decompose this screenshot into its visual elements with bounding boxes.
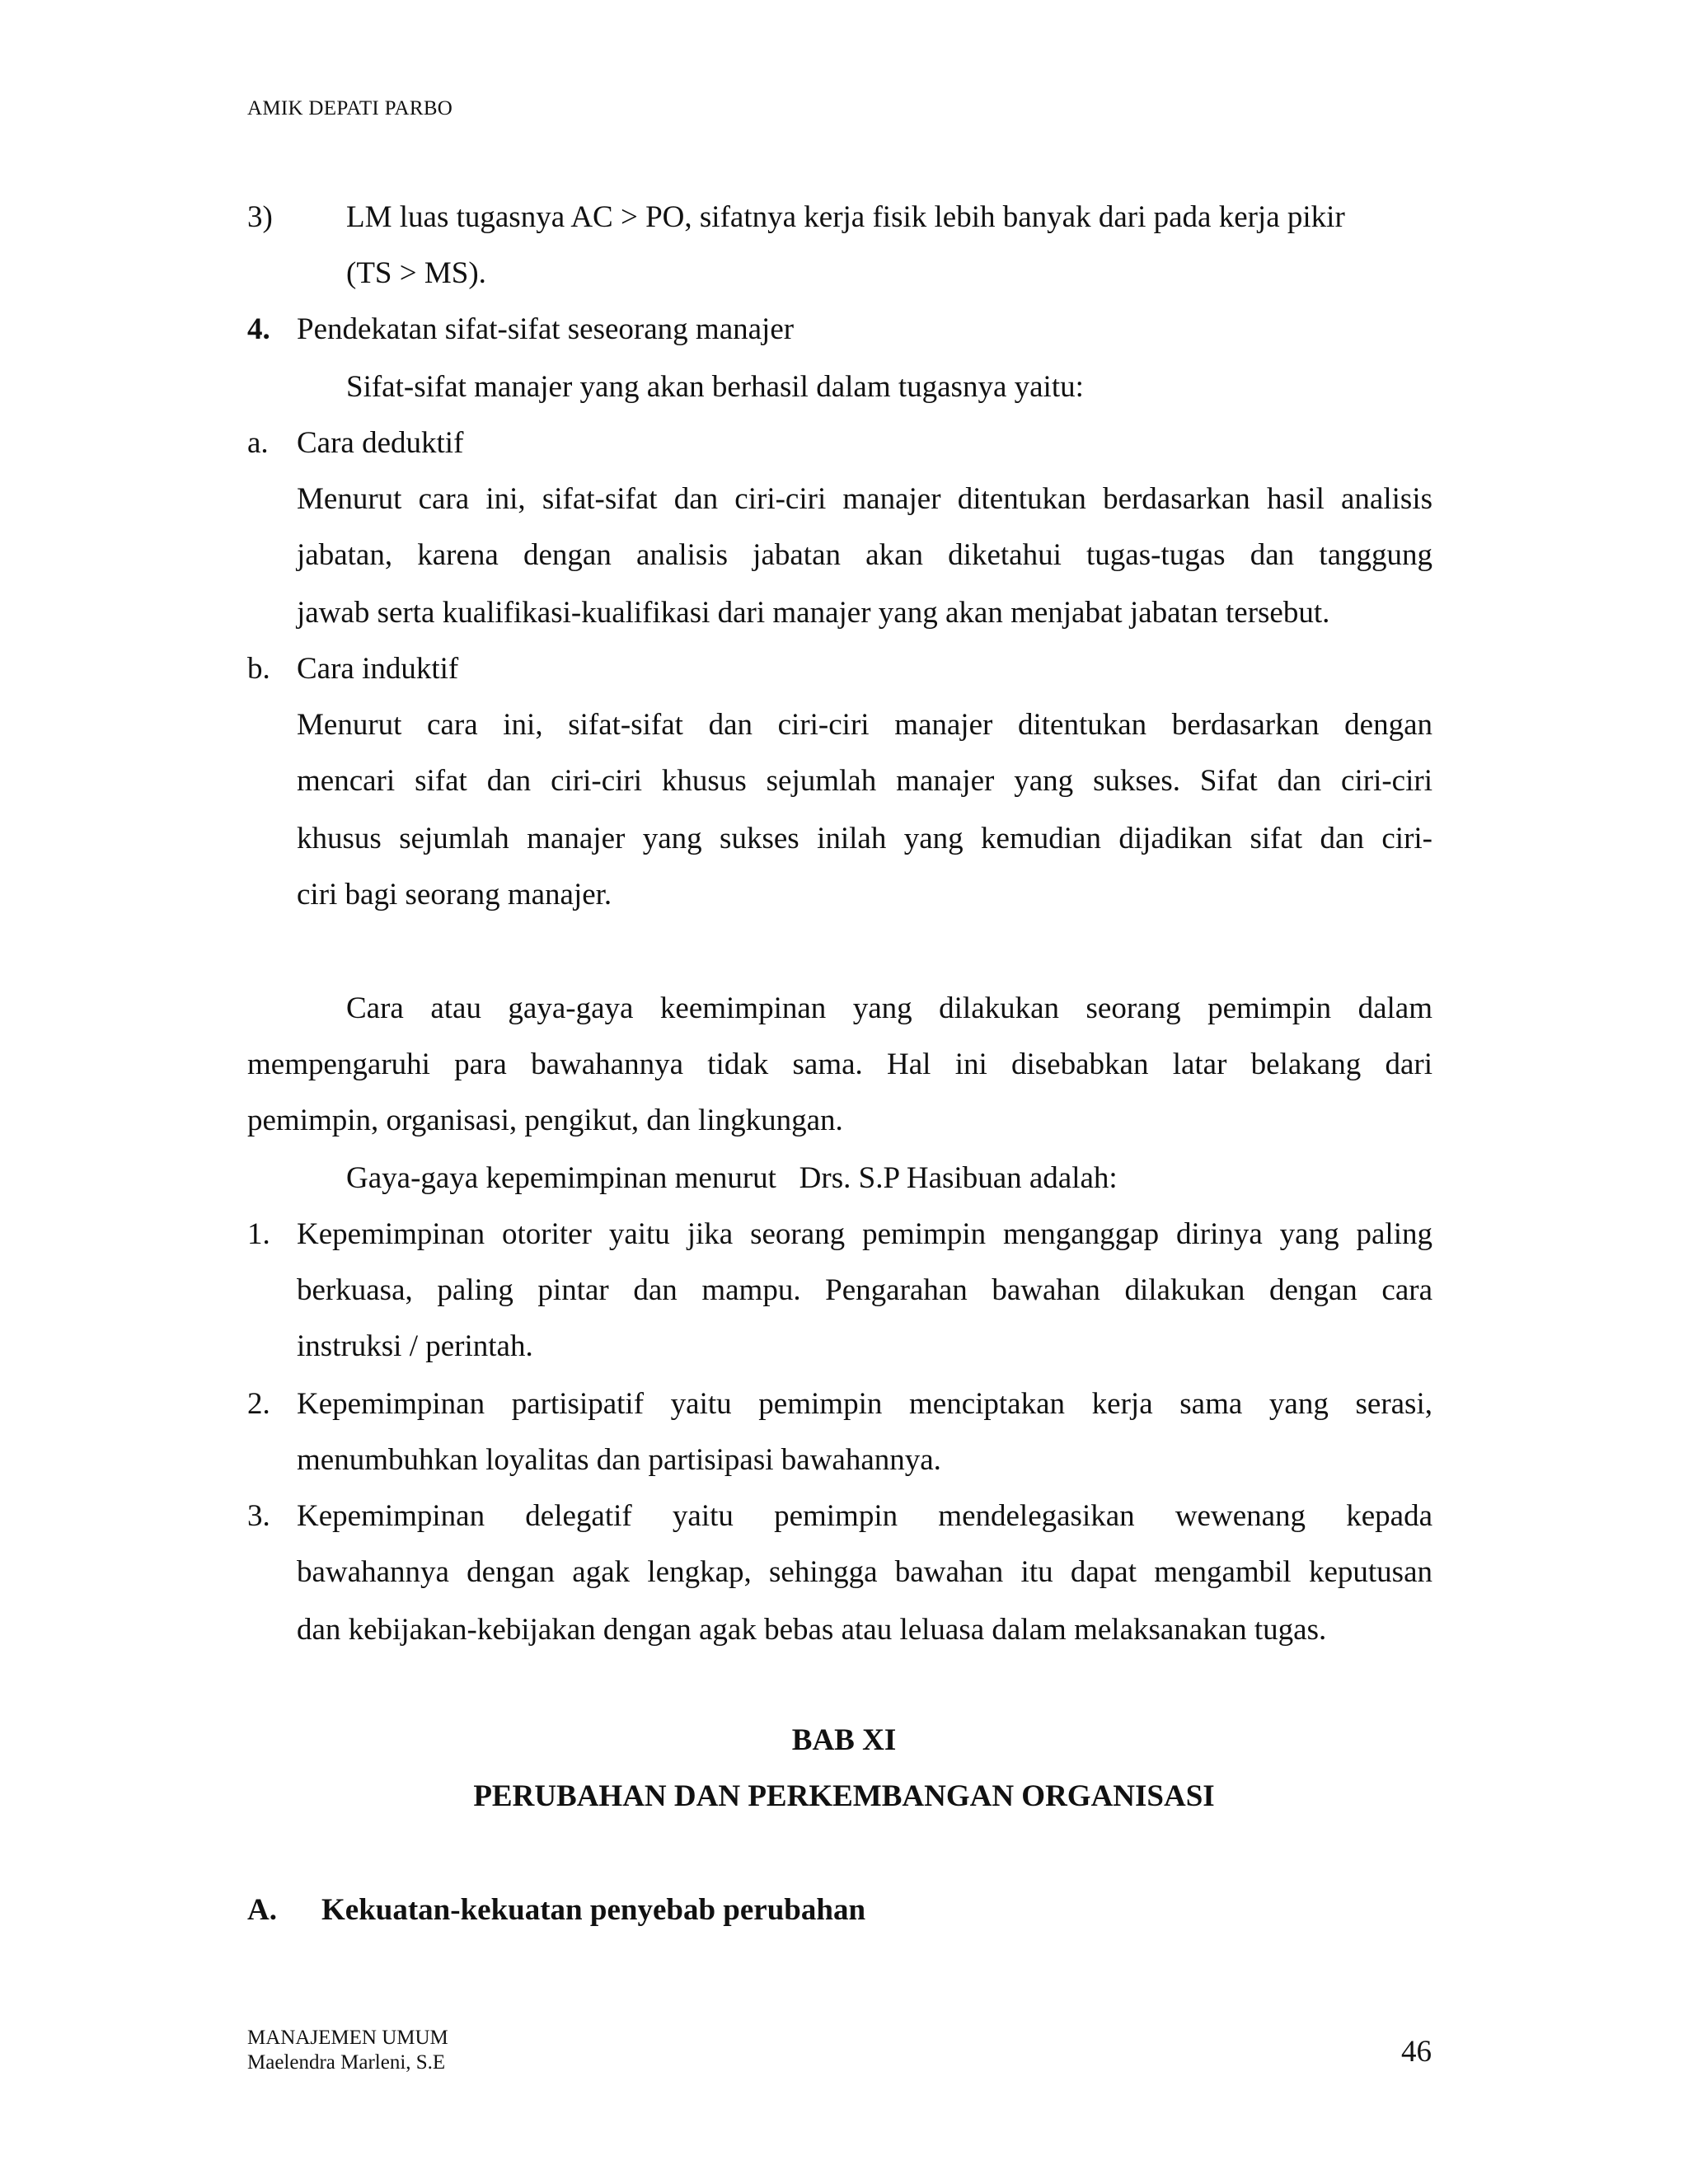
item-b-title: Cara induktif	[297, 652, 459, 686]
style-3-label: 3.	[247, 1499, 270, 1533]
footer-author: Maelendra Marleni, S.E	[247, 2051, 446, 2074]
paragraph-line: mempengaruhi para bawahannya tidak sama. Hal ini disebabkan latar belakang dari	[247, 1047, 1432, 1081]
chapter-title: PERUBAHAN DAN PERKEMBANGAN ORGANISASI	[473, 1779, 1215, 1813]
item-b-label: b.	[247, 652, 270, 686]
style-2-label: 2.	[247, 1387, 270, 1421]
running-header: AMIK DEPATI PARBO	[247, 97, 453, 120]
section-a-label: A.	[247, 1893, 277, 1927]
paragraph-line: Cara atau gaya-gaya keemimpinan yang dilakukan seorang pemimpin dalam	[346, 991, 1432, 1025]
item-a-title: Cara deduktif	[297, 426, 464, 460]
item-3-line-2: (TS > MS).	[346, 256, 486, 290]
item-3-label: 3)	[247, 200, 273, 234]
item-4-title: Pendekatan sifat-sifat seseorang manajer	[297, 312, 795, 346]
style-3-line: Kepemimpinan delegatif yaitu pemimpin mendelegasikan wewenang kepada	[297, 1499, 1432, 1533]
paragraph-intro: Gaya-gaya kepemimpinan menurut Drs. S.P Hasibuan adalah:	[346, 1161, 1118, 1195]
paragraph-line: pemimpin, organisasi, pengikut, dan lingkungan.	[247, 1104, 843, 1137]
item-3-line-1: LM luas tugasnya AC > PO, sifatnya kerja fisik lebih banyak dari pada kerja pikir	[346, 200, 1345, 234]
style-2-line: Kepemimpinan partisipatif yaitu pemimpin menciptakan kerja sama yang serasi,	[297, 1387, 1432, 1421]
item-a-label: a.	[247, 426, 269, 460]
item-b-text-line: mencari sifat dan ciri-ciri khusus sejumlah manajer yang sukses. Sifat dan ciri-ciri	[297, 764, 1432, 798]
item-4-label: 4.	[247, 312, 270, 346]
style-1-line: berkuasa, paling pintar dan mampu. Pengarahan bawahan dilakukan dengan cara	[297, 1273, 1432, 1307]
item-b-text-line: ciri bagi seorang manajer.	[297, 878, 612, 912]
style-3-line: dan kebijakan-kebijakan dengan agak bebas atau leluasa dalam melaksanakan tugas.	[297, 1613, 1327, 1647]
item-b-text-line: khusus sejumlah manajer yang sukses inilah yang kemudian dijadikan sifat dan ciri-	[297, 822, 1432, 855]
chapter-number: BAB XI	[791, 1723, 897, 1757]
style-1-line: Kepemimpinan otoriter yaitu jika seorang pemimpin menganggap dirinya yang paling	[297, 1217, 1432, 1251]
style-2-line: menumbuhkan loyalitas dan partisipasi bawahannya.	[297, 1443, 941, 1477]
item-a-text-line: jabatan, karena dengan analisis jabatan akan diketahui tugas-tugas dan tanggung	[297, 538, 1432, 572]
item-a-text-line: jawab serta kualifikasi-kualifikasi dari manajer yang akan menjabat jabatan tersebut.	[297, 596, 1330, 630]
style-1-label: 1.	[247, 1217, 270, 1251]
style-3-line: bawahannya dengan agak lengkap, sehingga bawahan itu dapat mengambil keputusan	[297, 1555, 1432, 1589]
item-a-text-line: Menurut cara ini, sifat-sifat dan ciri-ciri manajer ditentukan berdasarkan hasil analisis	[297, 482, 1432, 516]
section-a-title: Kekuatan-kekuatan penyebab perubahan	[321, 1893, 866, 1927]
item-4-intro: Sifat-sifat manajer yang akan berhasil dalam tugasnya yaitu:	[346, 370, 1084, 404]
page-number: 46	[1401, 2035, 1432, 2069]
footer-course: MANAJEMEN UMUM	[247, 2027, 448, 2049]
item-b-text-line: Menurut cara ini, sifat-sifat dan ciri-ciri manajer ditentukan berdasarkan dengan	[297, 708, 1432, 742]
style-1-line: instruksi / perintah.	[297, 1329, 533, 1363]
